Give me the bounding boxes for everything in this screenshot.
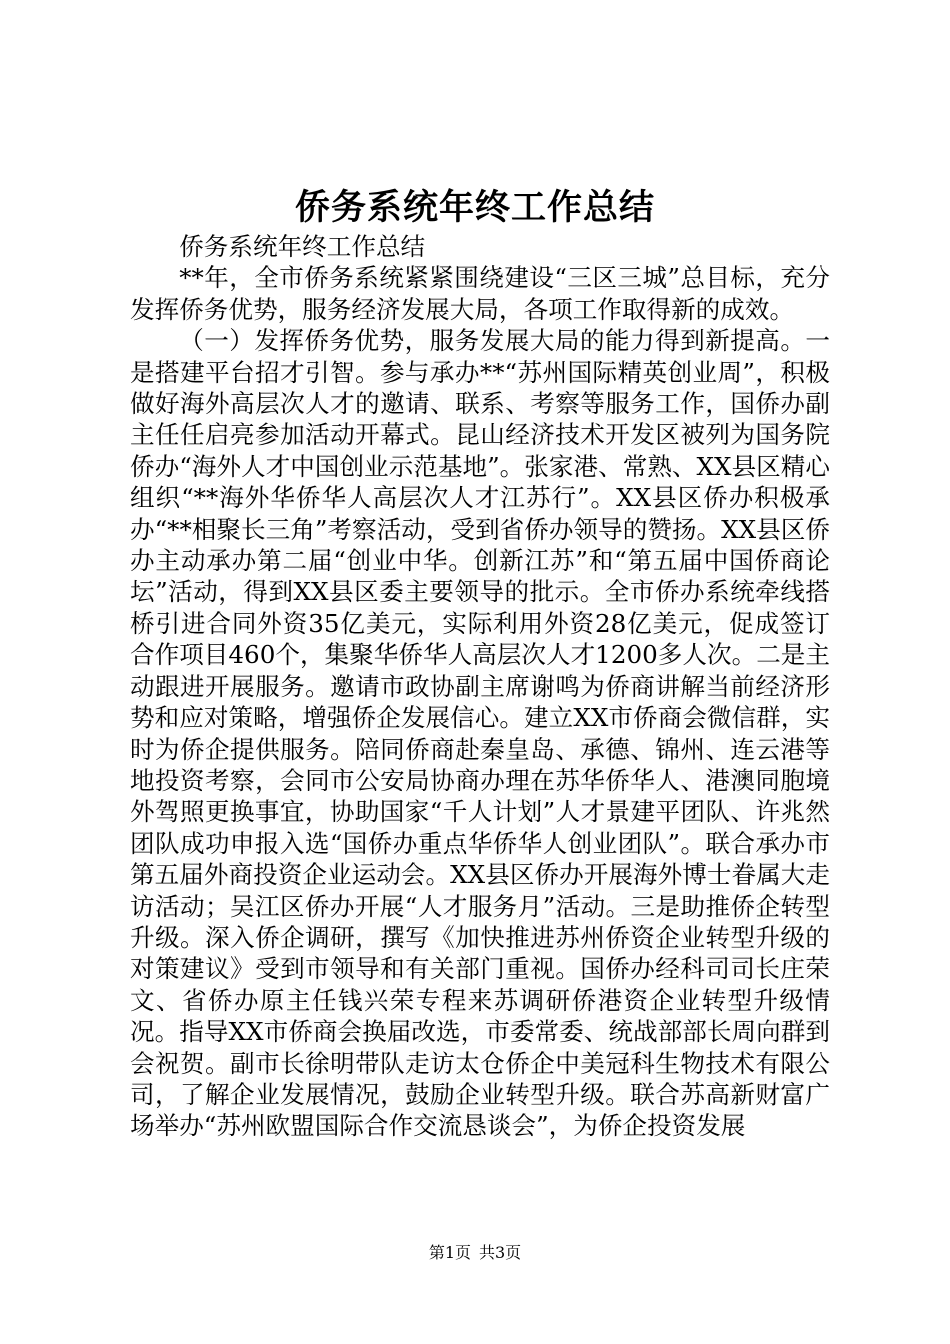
body-paragraph-subtitle: 侨务系统年终工作总结 — [179, 232, 426, 261]
document-body — [130, 231, 830, 1142]
body-paragraph-section-one: （一）发挥侨务优势，服务发展大局的能力得到新提高。一是搭建平台招才引智。参与承办**“苏州国际精英创业周”，积极做好海外高层次人才的邀请、联系、考察等服务工作，国侨办副主任任启亮参加活动开幕式。昆山经济技术开发区被列为国务院侨办“海外人才中国创业示范基地”。张家港、常熟、XX县区精心组织“**海外华侨华人高层次人才江苏行”。XX县区侨办积极承办“**相聚长三角”考察活动，受到省侨办领导的赞扬。XX县区侨办主动承办第二届“创业中华。创新江苏”和“第五届中国侨商论坛”活动，得到XX县区委主要领导的批示。全市侨办系统牵线搭桥引进合同外资35亿美元，实际利用外资28亿美元，促成签订合作项目460个，集聚华侨华人高层次人才1200多人次。二是主动跟进开展服务。邀请市政协副主席谢鸣为侨商讲解当前经济形势和应对策略，增强侨企发展信心。建立XX市侨商会微信群，实时为侨企提供服务。陪同侨商赴秦皇岛、承德、锦州、连云港等地投资考察，会同市公安局协商办理在苏华侨华人、港澳同胞境外驾照更换事宜，协助国家“千人计划”人才景建平团队、许兆然团队成功申报入选“国侨办重点华侨华人创业团队”。联合承办市第五届外商投资企业运动会。XX县区侨办开展海外博士眷属大走访活动；吴江区侨办开展“人才服务月”活动。三是助推侨企转型升级。深入侨企调研，撰写《加快推进苏州侨资企业转型升级的对策建议》受到市领导和有关部门重视。国侨办经科司司长庄荣文、省侨办原主任钱兴荣专程来苏调研侨港资企业转型升级情况。指导XX市侨商会换届改选，市委常委、统战部部长周向群到会祝贺。副市长徐明带队走访太仓侨企中美冠科生物技术有限公司，了解企业发展情况，鼓励企业转型升级。联合苏高新财富广场举办“苏州欧盟国际合作交流恳谈会”，为侨企投资发展 — [130, 326, 830, 1141]
page-footer — [0, 1242, 950, 1264]
body-paragraph-intro: **年，全市侨务系统紧紧围绕建设“三区三城”总目标，充分发挥侨务优势，服务经济发展大局，各项工作取得新的成效。 — [130, 263, 830, 324]
document-title: 侨务系统年终工作总结 — [294, 187, 655, 228]
page-number: 第1页 — [428, 1243, 471, 1262]
page-total: 共3页 — [479, 1243, 522, 1262]
